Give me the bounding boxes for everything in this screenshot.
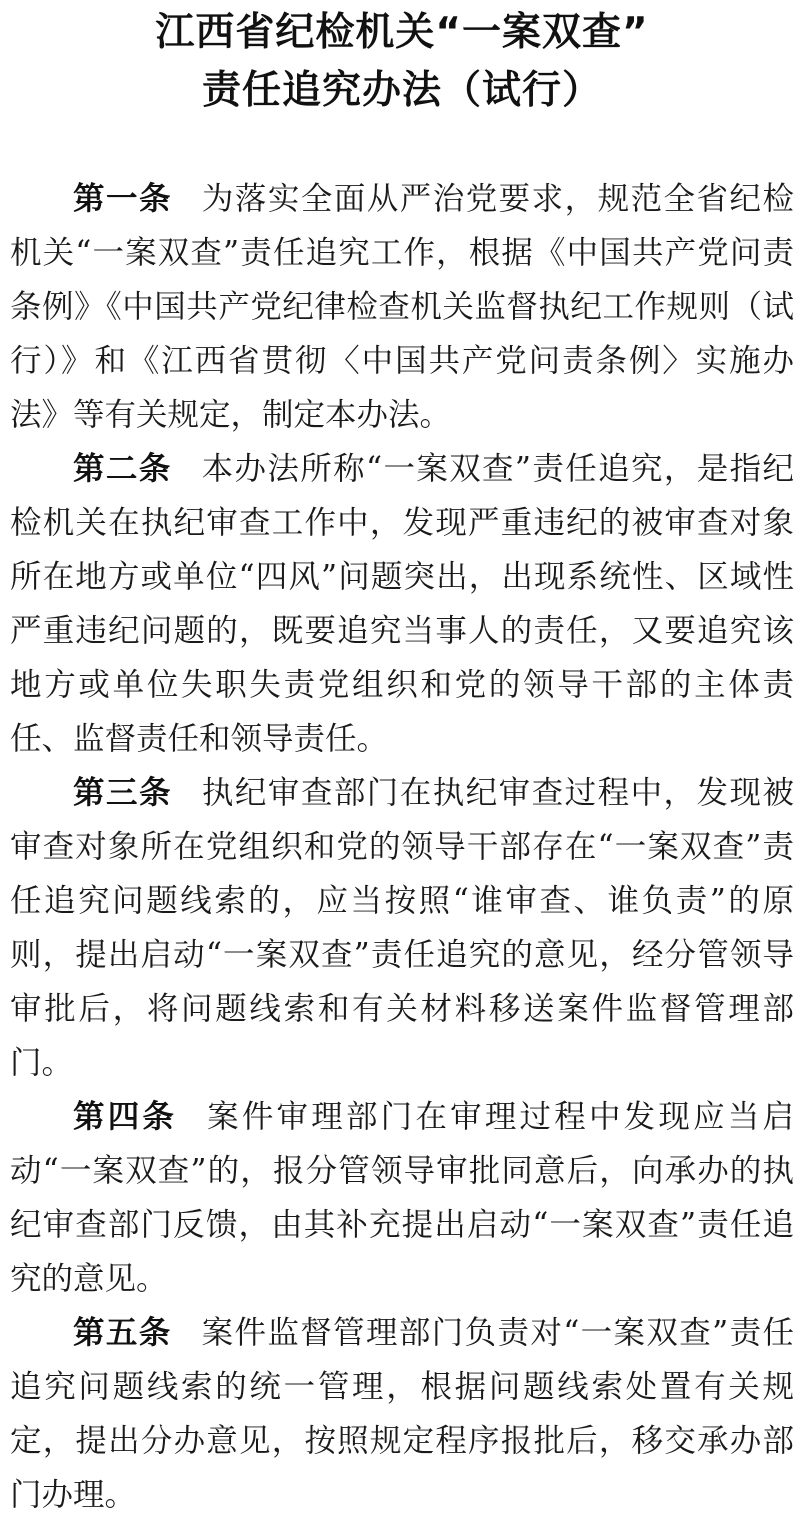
article-text: 执纪审查部门在执纪审查过程中，发现被审查对象所在党组织和党的领导干部存在“一案双查”责任追究问题线索的，应当按照“谁审查、谁负责”的原则，提出启动“一案双查”责任追究的意见，经分管领导审批后，将问题线索和有关材料移送案件监督管理部门。	[10, 775, 794, 1081]
article-3	[10, 766, 794, 1090]
article-label: 第三条	[73, 775, 172, 811]
article-label: 第一条	[73, 181, 172, 217]
title-line-2: 责任追究办法（试行）	[201, 68, 602, 113]
article-label: 第二条	[73, 451, 172, 487]
article-5	[10, 1306, 794, 1522]
title-line-1: 江西省纪检机关“一案双查”	[155, 10, 649, 55]
article-text: 本办法所称“一案双查”责任追究，是指纪检机关在执纪审查工作中，发现严重违纪的被审查对象所在地方或单位“四风”问题突出，出现系统性、区域性严重违纪问题的，既要追究当事人的责任，又要追究该地方或单位失职失责党组织和党的领导干部的主体责任、监督责任和领导责任。	[10, 451, 794, 757]
article-text: 案件监督管理部门负责对“一案双查”责任追究问题线索的统一管理，根据问题线索处置有关规定，提出分办意见，按照规定程序报批后，移交承办部门办理。	[10, 1315, 794, 1513]
article-text: 为落实全面从严治党要求，规范全省纪检机关“一案双查”责任追究工作，根据《中国共产党问责条例》《中国共产党纪律检查机关监督执纪工作规则（试行）》和《江西省贯彻〈中国共产党问责条例〉实施办法》等有关规定，制定本办法。	[10, 181, 794, 433]
article-label: 第五条	[73, 1315, 172, 1351]
article-2	[10, 442, 794, 766]
article-text: 案件审理部门在审理过程中发现应当启动“一案双查”的，报分管领导审批同意后，向承办的执纪审查部门反馈，由其补充提出启动“一案双查”责任追究的意见。	[10, 1099, 794, 1297]
document-title	[10, 4, 794, 120]
document-body	[10, 172, 794, 1522]
article-4	[10, 1090, 794, 1306]
article-label: 第四条	[73, 1099, 178, 1135]
article-1	[10, 172, 794, 442]
